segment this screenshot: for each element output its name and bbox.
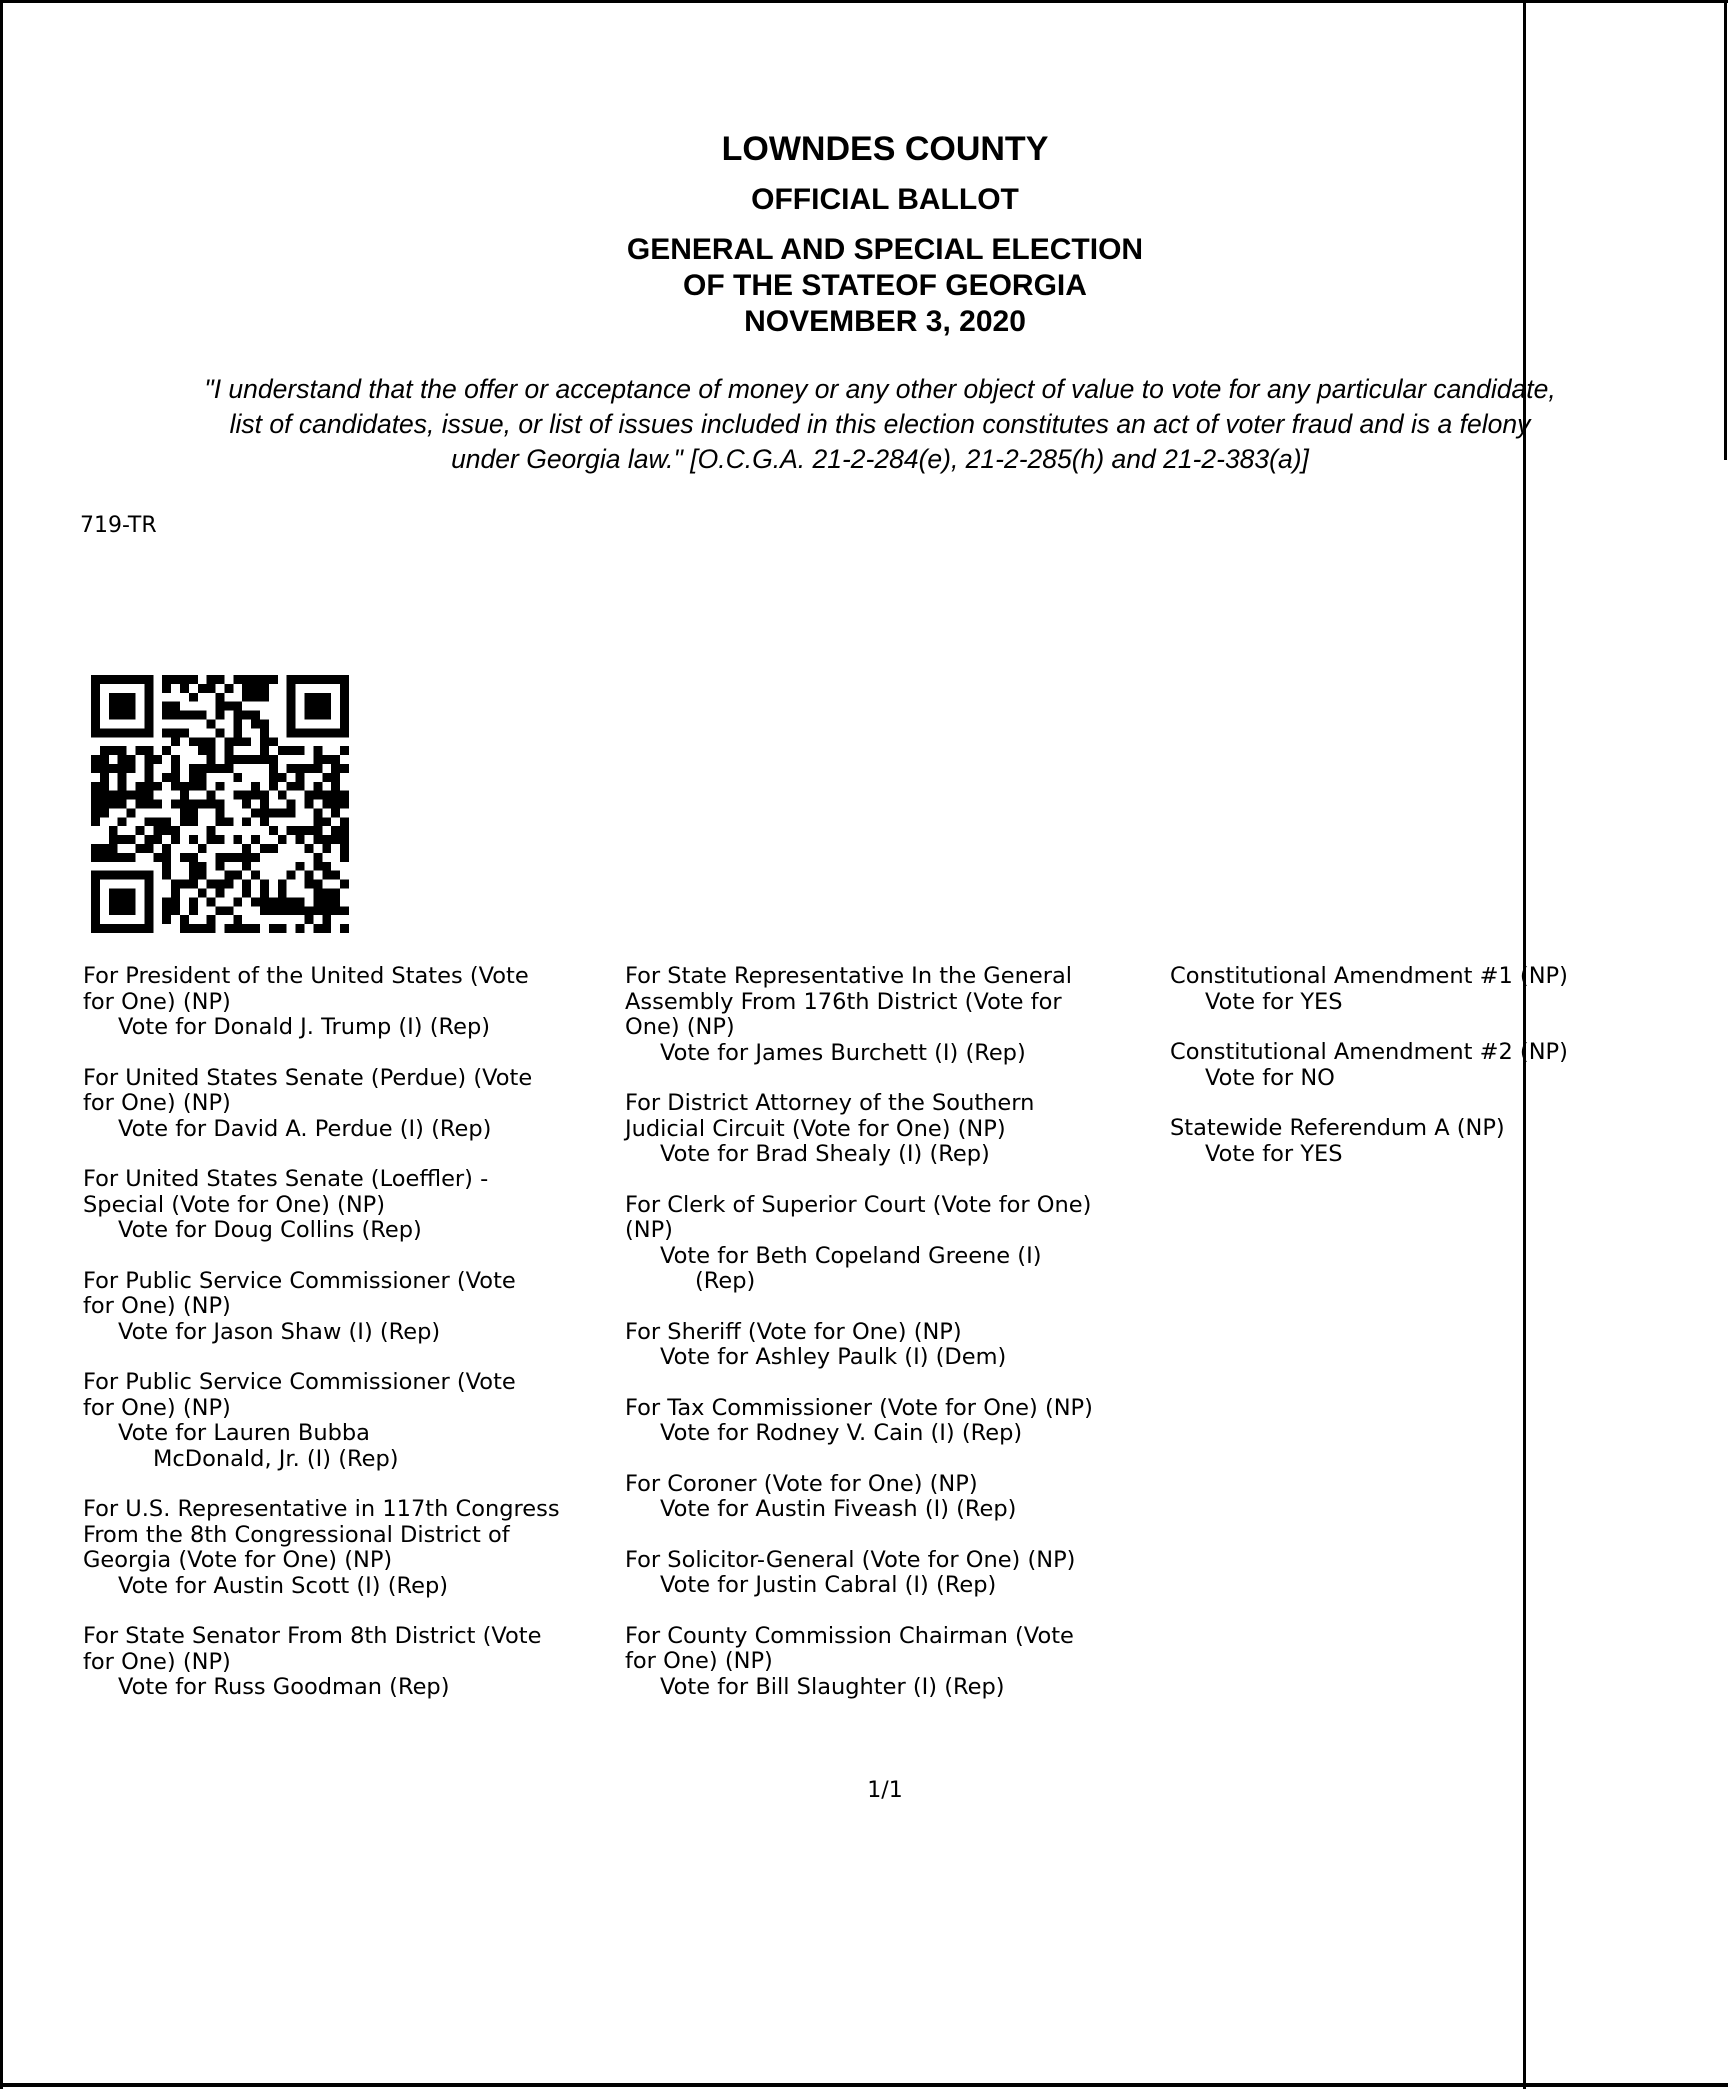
county-title: LOWNDES COUNTY bbox=[721, 130, 1049, 168]
contest-office: Assembly From 176th District (Vote for bbox=[625, 988, 1062, 1015]
contest-office: For President of the United States (Vote bbox=[83, 963, 529, 989]
contest-selection bbox=[1170, 1116, 1690, 1167]
contest-office: Constitutional Amendment #2 (NP) bbox=[1170, 1039, 1568, 1065]
contest-office: For United States Senate (Loeffler) - bbox=[83, 1166, 489, 1192]
contest-selection bbox=[625, 1396, 1165, 1447]
contest-office: For Coroner (Vote for One) (NP) bbox=[625, 1470, 978, 1497]
contest-selection bbox=[83, 1624, 623, 1701]
voter-choice: Vote for David A. Perdue (I) (Rep) bbox=[118, 1115, 492, 1142]
contest-office: From the 8th Congressional District of bbox=[83, 1521, 510, 1548]
contest-office: for One) (NP) bbox=[83, 1648, 231, 1675]
voter-choice: McDonald, Jr. (I) (Rep) bbox=[153, 1445, 399, 1472]
contest-selection bbox=[83, 1269, 623, 1346]
contest-office: Constitutional Amendment #1 (NP) bbox=[1170, 963, 1568, 989]
contest-column-1 bbox=[83, 964, 623, 1726]
ballot-header bbox=[0, 128, 1728, 340]
contest-office: For State Representative In the General bbox=[625, 963, 1072, 989]
qr-code bbox=[84, 675, 356, 933]
page-number: 1/1 bbox=[867, 1778, 903, 1803]
voter-choice: Vote for Doug Collins (Rep) bbox=[118, 1217, 422, 1243]
contest-selection bbox=[83, 1497, 623, 1599]
contest-office: One) (NP) bbox=[625, 1014, 735, 1040]
voter-choice: Vote for NO bbox=[1205, 1064, 1335, 1091]
contest-office: Special (Vote for One) (NP) bbox=[83, 1191, 386, 1218]
voter-fraud-statement bbox=[80, 372, 1680, 477]
contest-office: For Public Service Commissioner (Vote bbox=[83, 1267, 516, 1294]
contest-office: For District Attorney of the Southern bbox=[625, 1090, 1035, 1116]
voter-choice: Vote for Beth Copeland Greene (I) bbox=[660, 1242, 1042, 1269]
contest-office: for One) (NP) bbox=[83, 1394, 231, 1421]
contest-selection bbox=[83, 964, 623, 1041]
contest-selection bbox=[625, 1091, 1165, 1168]
contest-office: For County Commission Chairman (Vote bbox=[625, 1622, 1074, 1649]
ballot-title: OFFICIAL BALLOT bbox=[751, 183, 1019, 216]
contest-selection bbox=[625, 1472, 1165, 1523]
contest-office: For State Senator From 8th District (Vote bbox=[83, 1623, 542, 1649]
contest-selection bbox=[625, 1320, 1165, 1371]
contest-office: for One) (NP) bbox=[83, 1090, 231, 1116]
contest-office: For Clerk of Superior Court (Vote for One) bbox=[625, 1191, 1092, 1218]
contest-selection bbox=[625, 964, 1165, 1066]
contest-office: Judicial Circuit (Vote for One) (NP) bbox=[625, 1115, 1006, 1142]
contest-office: for One) (NP) bbox=[83, 1293, 231, 1319]
contest-office: Statewide Referendum A (NP) bbox=[1170, 1115, 1505, 1141]
voter-choice: Vote for Austin Fiveash (I) (Rep) bbox=[660, 1496, 1017, 1522]
voter-choice: Vote for Lauren Bubba bbox=[118, 1420, 370, 1446]
contest-column-2 bbox=[625, 964, 1165, 1725]
voter-choice: Vote for Ashley Paulk (I) (Dem) bbox=[660, 1344, 1007, 1370]
statement-line: list of candidates, issue, or list of issues included in this election constitutes an act of voter fraud and is a felony bbox=[229, 409, 1531, 439]
voter-choice: Vote for Austin Scott (I) (Rep) bbox=[118, 1572, 449, 1599]
contest-office: (NP) bbox=[625, 1217, 673, 1243]
statement-line: under Georgia law." [O.C.G.A. 21-2-284(e), 21-2-285(h) and 21-2-383(a)] bbox=[451, 444, 1309, 474]
election-date: NOVEMBER 3, 2020 bbox=[744, 305, 1026, 338]
contest-office: For Sheriff (Vote for One) (NP) bbox=[625, 1318, 962, 1345]
voter-choice: Vote for Russ Goodman (Rep) bbox=[118, 1674, 450, 1700]
contest-selection bbox=[83, 1066, 623, 1143]
voter-choice: Vote for James Burchett (I) (Rep) bbox=[660, 1039, 1026, 1066]
contest-selection bbox=[1170, 1040, 1690, 1091]
contest-column-3 bbox=[1170, 964, 1690, 1192]
contest-office: For Tax Commissioner (Vote for One) (NP) bbox=[625, 1394, 1093, 1421]
contest-office: For United States Senate (Perdue) (Vote bbox=[83, 1064, 533, 1091]
voter-choice: Vote for Jason Shaw (I) (Rep) bbox=[118, 1318, 441, 1345]
voter-choice: (Rep) bbox=[695, 1268, 756, 1294]
contest-office: Georgia (Vote for One) (NP) bbox=[83, 1547, 393, 1573]
page-border-bottom bbox=[0, 2083, 1728, 2087]
contest-office: For Public Service Commissioner (Vote bbox=[83, 1369, 516, 1395]
contest-office: for One) (NP) bbox=[625, 1648, 773, 1674]
voter-choice: Vote for Brad Shealy (I) (Rep) bbox=[660, 1141, 990, 1167]
contest-selection bbox=[625, 1193, 1165, 1295]
election-title-line2: OF THE STATEOF GEORGIA bbox=[683, 269, 1087, 302]
election-title-line1: GENERAL AND SPECIAL ELECTION bbox=[626, 233, 1144, 266]
contest-selection bbox=[625, 1548, 1165, 1599]
voter-choice: Vote for Rodney V. Cain (I) (Rep) bbox=[660, 1420, 1023, 1446]
statement-line: "I understand that the offer or acceptance of money or any other object of value to vote for any particular candidate, bbox=[204, 374, 1556, 404]
voter-choice: Vote for Bill Slaughter (I) (Rep) bbox=[660, 1673, 1005, 1700]
contest-selection bbox=[1170, 964, 1690, 1015]
voter-choice: Vote for Justin Cabral (I) (Rep) bbox=[660, 1572, 997, 1598]
ballot-style-code: 719-TR bbox=[80, 513, 157, 538]
contest-selection bbox=[625, 1624, 1165, 1701]
contest-office: for One) (NP) bbox=[83, 988, 231, 1015]
page-border-top bbox=[0, 0, 1728, 3]
voter-choice: Vote for YES bbox=[1205, 1140, 1343, 1167]
voter-choice: Vote for Donald J. Trump (I) (Rep) bbox=[118, 1014, 491, 1040]
contest-selection bbox=[83, 1370, 623, 1472]
contest-office: For U.S. Representative in 117th Congress bbox=[83, 1496, 560, 1522]
contest-selection bbox=[83, 1167, 623, 1244]
voter-choice: Vote for YES bbox=[1205, 988, 1343, 1015]
contest-office: For Solicitor-General (Vote for One) (NP) bbox=[625, 1546, 1076, 1573]
